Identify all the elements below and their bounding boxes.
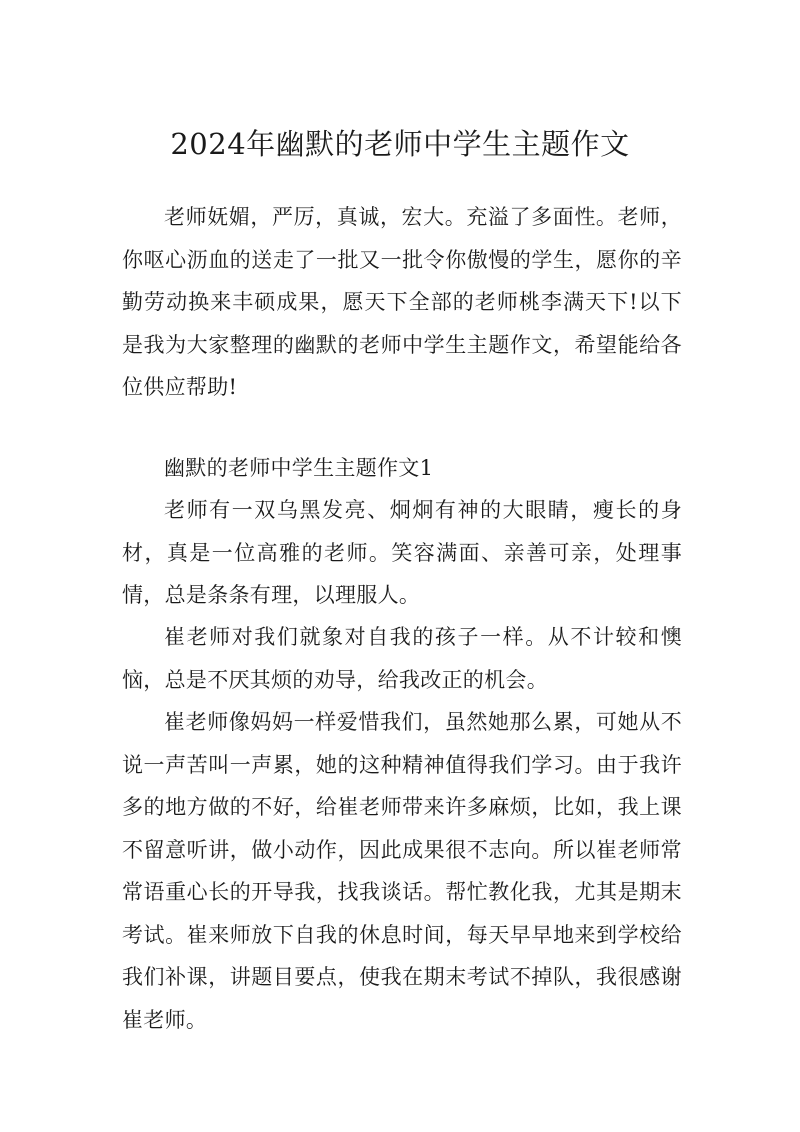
body-paragraph-1: 老师有一双乌黑发亮、炯炯有神的大眼睛，瘦长的身材，真是一位高雅的老师。笑容满面、亲善可亲，处理事情，总是条条有理，以理服人。 — [122, 498, 682, 607]
intro-paragraph: 老师妩媚，严厉，真诚，宏大。充溢了多面性。老师，你呕心沥血的送走了一批又一批令你傲慢的学生，愿你的辛勤劳动换来丰硕成果，愿天下全部的老师桃李满天下!以下是我为大家整理的幽默的老师中学生主题作文，希望能给各位供应帮助! — [122, 205, 682, 399]
body-paragraph-3: 崔老师像妈妈一样爱惜我们，虽然她那么累，可她从不说一声苦叫一声累，她的这种精神值得我们学习。由于我许多的地方做的不好，给崔老师带来许多麻烦，比如，我上课不留意听讲，做小动作，因此成果很不志向。所以崔老师常常语重心长的开导我，找我谈话。帮忙教化我，尤其是期末考试。崔来师放下自我的休息时间，每天早早地来到学校给我们补课，讲题目要点，使我在期末考试不掉队，我很感谢崔老师。 — [122, 710, 682, 1032]
section-heading: 幽默的老师中学生主题作文1 — [164, 456, 434, 480]
body-paragraph-2: 崔老师对我们就象对自我的孩子一样。从不计较和懊恼，总是不厌其烦的劝导，给我改正的机会。 — [122, 625, 682, 692]
document-title: 2024年幽默的老师中学生主题作文 — [170, 127, 630, 161]
